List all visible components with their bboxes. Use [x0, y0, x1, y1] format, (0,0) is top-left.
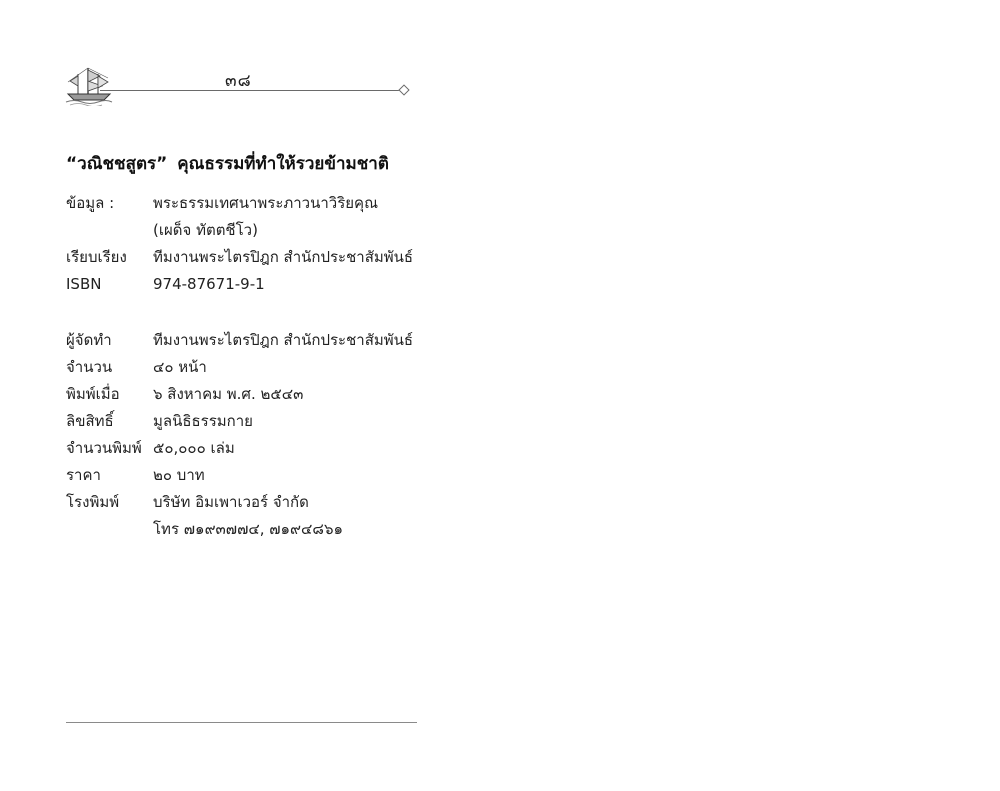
detail-value: พระธรรมเทศนาพระภาวนาวิริยคุณ [153, 194, 378, 212]
book-details [66, 190, 413, 298]
detail-row-source-continued [66, 217, 413, 244]
footer-rule [66, 722, 417, 723]
pub-row-price [66, 462, 413, 489]
diamond-ornament-icon [398, 84, 409, 95]
pub-row-print-run [66, 435, 413, 462]
title-sutra-name: “วณิชชสูตร” [66, 154, 168, 174]
document-title [66, 150, 389, 177]
pub-value: มูลนิธิธรรมกาย [153, 412, 253, 430]
pub-value: ๕๐,๐๐๐ เล่ม [153, 439, 235, 457]
pub-label: ราคา [66, 466, 101, 484]
detail-value: (เผด็จ ทัตตชีโว) [153, 221, 258, 239]
pub-value: ๖ สิงหาคม พ.ศ. ๒๕๔๓ [153, 385, 304, 403]
pub-label: จำนวนพิมพ์ [66, 439, 142, 457]
detail-row-isbn [66, 271, 413, 298]
pub-row-printer [66, 489, 413, 516]
pub-label [66, 516, 153, 543]
pub-row-print-date [66, 381, 413, 408]
pub-row-pages [66, 354, 413, 381]
pub-row-copyright [66, 408, 413, 435]
pub-label: ลิขสิทธิ์ [66, 412, 114, 430]
detail-label: ข้อมูล : [66, 194, 115, 212]
detail-label [66, 217, 153, 244]
detail-row-source [66, 190, 413, 217]
pub-row-producer [66, 327, 413, 354]
pub-value: ๔๐ หน้า [153, 358, 207, 376]
detail-value: ทีมงานพระไตรปิฎก สำนักประชาสัมพันธ์ [153, 248, 414, 266]
page-header [60, 60, 420, 110]
pub-label: พิมพ์เมื่อ [66, 385, 120, 403]
sailing-ship-icon [64, 64, 114, 106]
detail-value: 974-87671-9-1 [153, 275, 265, 293]
pub-label: จำนวน [66, 358, 113, 376]
title-subtitle: คุณธรรมที่ทำให้รวยข้ามชาติ [177, 154, 389, 174]
detail-label: ISBN [66, 275, 102, 293]
pub-value: บริษัท อิมเพาเวอร์ จำกัด [153, 493, 309, 511]
publication-details [66, 327, 413, 543]
page-number: ๓๘ [225, 71, 252, 91]
pub-label: ผู้จัดทำ [66, 331, 112, 349]
pub-value: โทร ๗๑๙๓๗๗๔, ๗๑๙๔๘๖๑ [153, 520, 344, 538]
detail-row-compiler [66, 244, 413, 271]
pub-label: โรงพิมพ์ [66, 493, 120, 511]
pub-row-phone [66, 516, 413, 543]
detail-label: เรียบเรียง [66, 248, 127, 266]
pub-value: ทีมงานพระไตรปิฎก สำนักประชาสัมพันธ์ [153, 331, 414, 349]
pub-value: ๒๐ บาท [153, 466, 205, 484]
